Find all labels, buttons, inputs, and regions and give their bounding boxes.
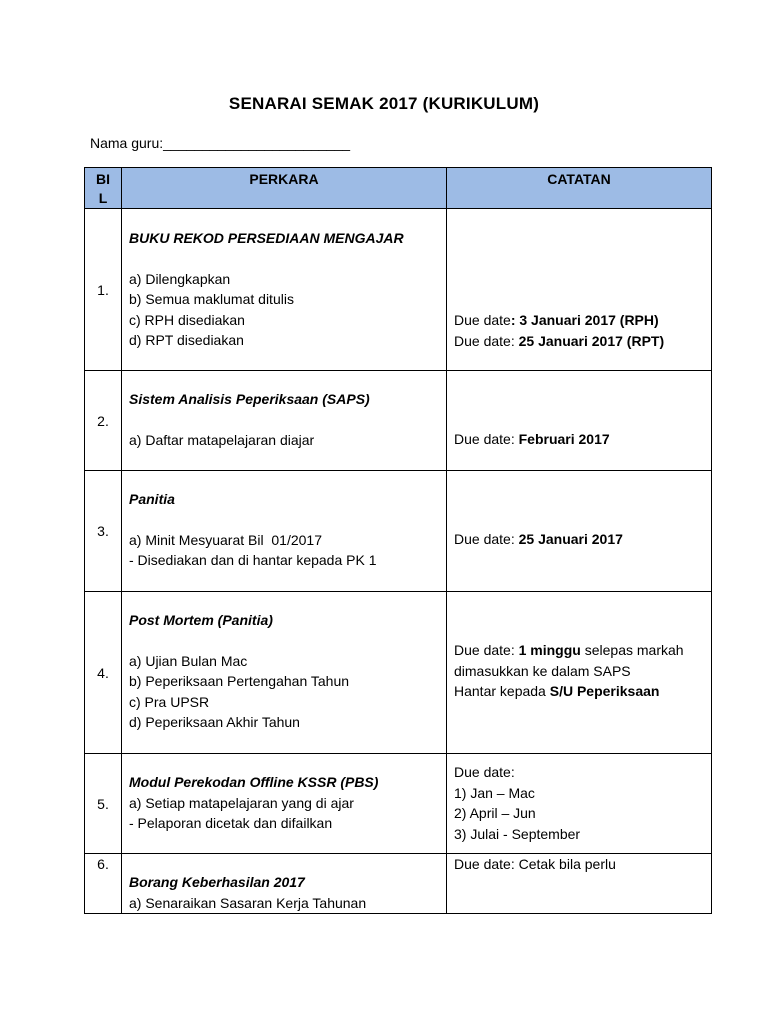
row-catatan	[447, 592, 712, 754]
list-item: a) Setiap matapelajaran yang di ajar	[129, 794, 354, 811]
section-heading: Post Mortem (Panitia)	[129, 612, 273, 628]
section-heading: Panitia	[129, 491, 175, 507]
due-date-note: Due date: Cetak bila perlu	[454, 856, 616, 872]
due-date-note: Due date: 3 Januari 2017 (RPH)	[454, 312, 659, 328]
row-perkara	[122, 754, 447, 854]
list-item: b) Peperiksaan Pertengahan Tahun	[129, 673, 350, 689]
table-row	[85, 592, 712, 754]
due-date-note: Due date: 1 minggu selepas markah	[454, 642, 684, 658]
due-date-note: 3) Julai - September	[454, 825, 581, 842]
row-number: 2.	[85, 371, 122, 471]
row-number: 6.	[85, 854, 122, 914]
header-bil: BIL	[85, 168, 122, 209]
list-item: a) Senaraikan Sasaran Kerja Tahunan	[129, 894, 367, 911]
list-item: d) RPT disediakan	[129, 332, 244, 348]
row-catatan	[447, 471, 712, 592]
due-date-note: Hantar kepada S/U Peperiksaan	[454, 683, 660, 699]
row-number: 4.	[85, 592, 122, 754]
list-item: c) RPH disediakan	[129, 311, 245, 328]
list-item: - Pelaporan dicetak dan difailkan	[129, 815, 333, 831]
list-item: c) Pra UPSR	[129, 693, 210, 710]
table-row	[85, 854, 712, 914]
header-catatan: CATATAN	[447, 168, 712, 209]
due-date-note: Due date:	[454, 764, 515, 780]
row-perkara	[122, 592, 447, 754]
list-item: a) Minit Mesyuarat Bil 01/2017	[129, 531, 322, 548]
list-item: a) Dilengkapkan	[129, 270, 231, 287]
due-date-note: 2) April – Jun	[454, 805, 536, 821]
document-title: SENARAI SEMAK 2017 (KURIKULUM)	[228, 94, 540, 113]
table-row	[85, 754, 712, 854]
due-date-note: 1) Jan – Mac	[454, 784, 535, 801]
section-heading: Modul Perekodan Offline KSSR (PBS)	[129, 774, 379, 790]
row-number: 1.	[85, 209, 122, 371]
row-catatan	[447, 209, 712, 371]
section-heading: Sistem Analisis Peperiksaan (SAPS)	[129, 391, 370, 407]
section-heading: BUKU REKOD PERSEDIAAN MENGAJAR	[129, 230, 404, 246]
row-catatan	[447, 371, 712, 471]
row-perkara	[122, 371, 447, 471]
list-item: d) Peperiksaan Akhir Tahun	[129, 714, 300, 730]
table-row	[85, 371, 712, 471]
list-item: - Disediakan dan di hantar kepada PK 1	[129, 552, 377, 568]
due-date-note: Due date: 25 Januari 2017	[454, 531, 623, 547]
table-row	[85, 209, 712, 371]
list-item: b) Semua maklumat ditulis	[129, 291, 294, 307]
due-date-note: Due date: Februari 2017	[454, 431, 610, 447]
row-number: 3.	[85, 471, 122, 592]
due-date-note: Due date: 25 Januari 2017 (RPT)	[454, 332, 665, 349]
list-item: a) Daftar matapelajaran diajar	[129, 431, 315, 448]
row-catatan	[447, 854, 712, 914]
header-perkara: PERKARA	[122, 168, 447, 209]
section-heading: Borang Keberhasilan 2017	[129, 874, 305, 890]
row-catatan	[447, 754, 712, 854]
list-item: a) Ujian Bulan Mac	[129, 652, 248, 669]
row-perkara	[122, 471, 447, 592]
due-date-note: dimasukkan ke dalam SAPS	[454, 662, 631, 679]
row-number: 5.	[85, 754, 122, 854]
checklist-table	[84, 167, 712, 914]
table-row	[85, 471, 712, 592]
row-perkara	[122, 854, 447, 914]
table-header-row	[85, 168, 712, 209]
row-perkara	[122, 209, 447, 371]
teacher-name-field: Nama guru:________________________	[90, 135, 351, 151]
